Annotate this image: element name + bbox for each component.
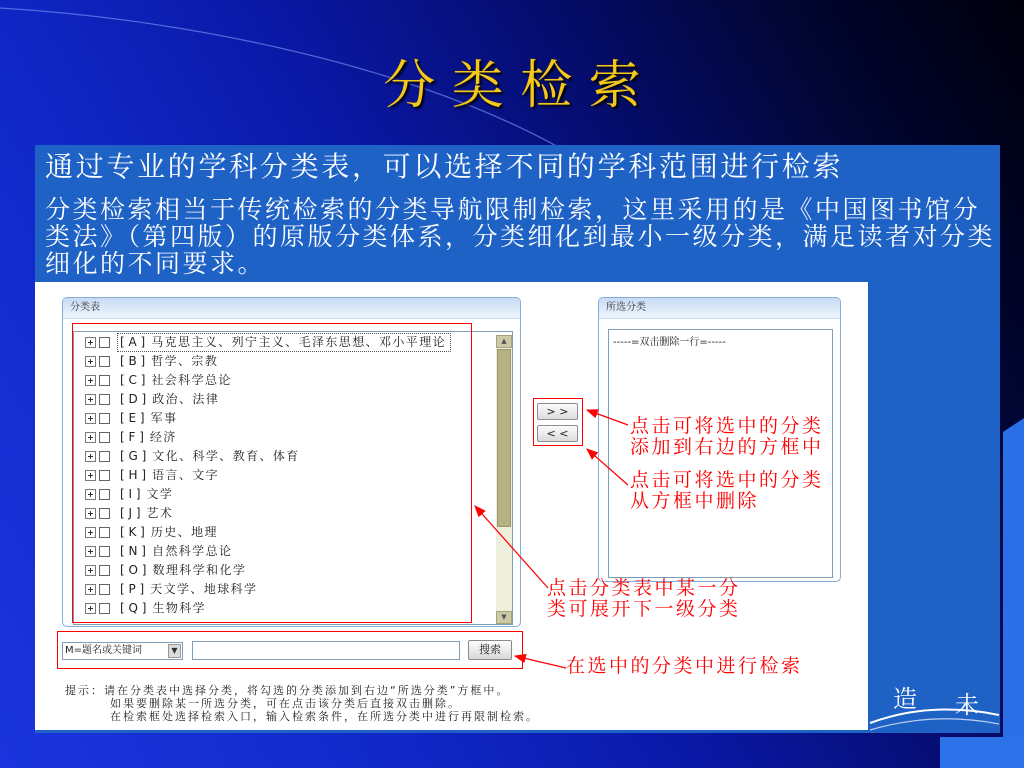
hint-line-text: 请在分类表中选择分类，将勾选的分类添加到右边“所选分类”方框中。 bbox=[104, 684, 510, 697]
category-code: [ N ] bbox=[120, 544, 146, 558]
selected-panel-header: 所选分类 bbox=[599, 298, 840, 319]
hint-line: 如果要删除某一所选分类，可在点击该分类后直接双击删除。 bbox=[110, 697, 461, 710]
category-label: 自然科学总论 bbox=[151, 544, 233, 558]
category-label: 历史、地理 bbox=[150, 525, 218, 539]
annotation-remove: 点击可将选中的分类从方框中删除 bbox=[630, 469, 824, 512]
scroll-down-arrow-icon[interactable]: ▼ bbox=[496, 611, 512, 624]
category-label: 文学 bbox=[146, 487, 174, 501]
arrow-to-classification-list bbox=[475, 506, 548, 588]
category-code: [ P ] bbox=[120, 582, 145, 596]
category-label: 政治、法律 bbox=[152, 392, 220, 406]
arrow-to-add-button bbox=[587, 410, 628, 425]
category-code: [ H ] bbox=[120, 468, 147, 482]
annotation-add: 点击可将选中的分类添加到右边的方框中 bbox=[630, 415, 824, 458]
chevron-down-icon[interactable]: ▼ bbox=[168, 644, 181, 658]
arrow-to-remove-button bbox=[587, 449, 628, 485]
category-label: 数理科学和化学 bbox=[152, 563, 247, 577]
hint-label: 提示： bbox=[65, 684, 104, 697]
annotation-search: 在选中的分类中进行检索 bbox=[566, 655, 803, 677]
category-label: 马克思主义、列宁主义、毛泽东思想、邓小平理论 bbox=[151, 335, 447, 349]
decor-char: 造 bbox=[893, 685, 917, 713]
search-button[interactable]: 搜索 bbox=[468, 640, 512, 660]
annotation-arrows bbox=[35, 282, 868, 730]
scroll-up-arrow-icon[interactable]: ▲ bbox=[496, 335, 512, 348]
decor-arcs bbox=[868, 693, 1000, 733]
selected-list-row[interactable]: -----=双击删除一行=----- bbox=[613, 337, 726, 348]
category-label: 社会科学总论 bbox=[151, 373, 232, 387]
remove-from-selected-button[interactable]: < < bbox=[537, 425, 578, 442]
category-code: [ F ] bbox=[120, 430, 144, 444]
category-code: [ Q ] bbox=[120, 601, 147, 615]
slide-title: 分 类 检 索 bbox=[383, 56, 641, 116]
decor-char: 未 bbox=[955, 691, 979, 719]
arrow-to-search-button bbox=[515, 656, 566, 668]
category-code: [ J ] bbox=[120, 506, 141, 520]
category-code: [ G ] bbox=[120, 449, 147, 463]
classification-panel-header: 分类表 bbox=[63, 298, 520, 319]
category-code: [ K ] bbox=[120, 525, 145, 539]
category-code: [ O ] bbox=[120, 563, 147, 577]
bottom-right-block bbox=[940, 737, 1024, 768]
embedded-screenshot bbox=[35, 282, 868, 730]
right-edge-ribbon bbox=[1003, 418, 1024, 768]
category-label: 生物科学 bbox=[152, 601, 207, 615]
annotation-expand: 点击分类表中某一分类可展开下一级分类 bbox=[547, 577, 741, 620]
add-to-selected-button[interactable]: > > bbox=[537, 403, 578, 420]
search-field-value: M=题名或关键词 bbox=[65, 645, 143, 656]
category-label: 军事 bbox=[150, 411, 178, 425]
content-box bbox=[35, 145, 1000, 733]
category-code: [ I ] bbox=[120, 487, 141, 501]
category-code: [ B ] bbox=[120, 354, 146, 368]
category-code: [ C ] bbox=[120, 373, 146, 387]
category-label: 语言、文字 bbox=[152, 468, 220, 482]
category-label: 艺术 bbox=[146, 506, 174, 520]
category-code: [ D ] bbox=[120, 392, 147, 406]
category-code: [ A ] bbox=[120, 335, 146, 349]
hint-line: 在检索框处选择检索入口，输入检索条件，在所选分类中进行再限制检索。 bbox=[110, 710, 539, 723]
category-label: 哲学、宗教 bbox=[151, 354, 219, 368]
category-label: 文化、科学、教育、体育 bbox=[152, 449, 300, 463]
intro-text: 通过专业的学科分类表，可以选择不同的学科范围进行检索 bbox=[45, 150, 844, 183]
category-code: [ E ] bbox=[120, 411, 145, 425]
description-text: 分类检索相当于传统检索的分类导航限制检索，这里采用的是《中国图书馆分类法》（第四版）的原版分类体系，分类细化到最小一级分类，满足读者对分类细化的不同要求。 bbox=[45, 195, 996, 278]
category-label: 天文学、地球科学 bbox=[150, 582, 258, 596]
category-label: 经济 bbox=[149, 430, 177, 444]
